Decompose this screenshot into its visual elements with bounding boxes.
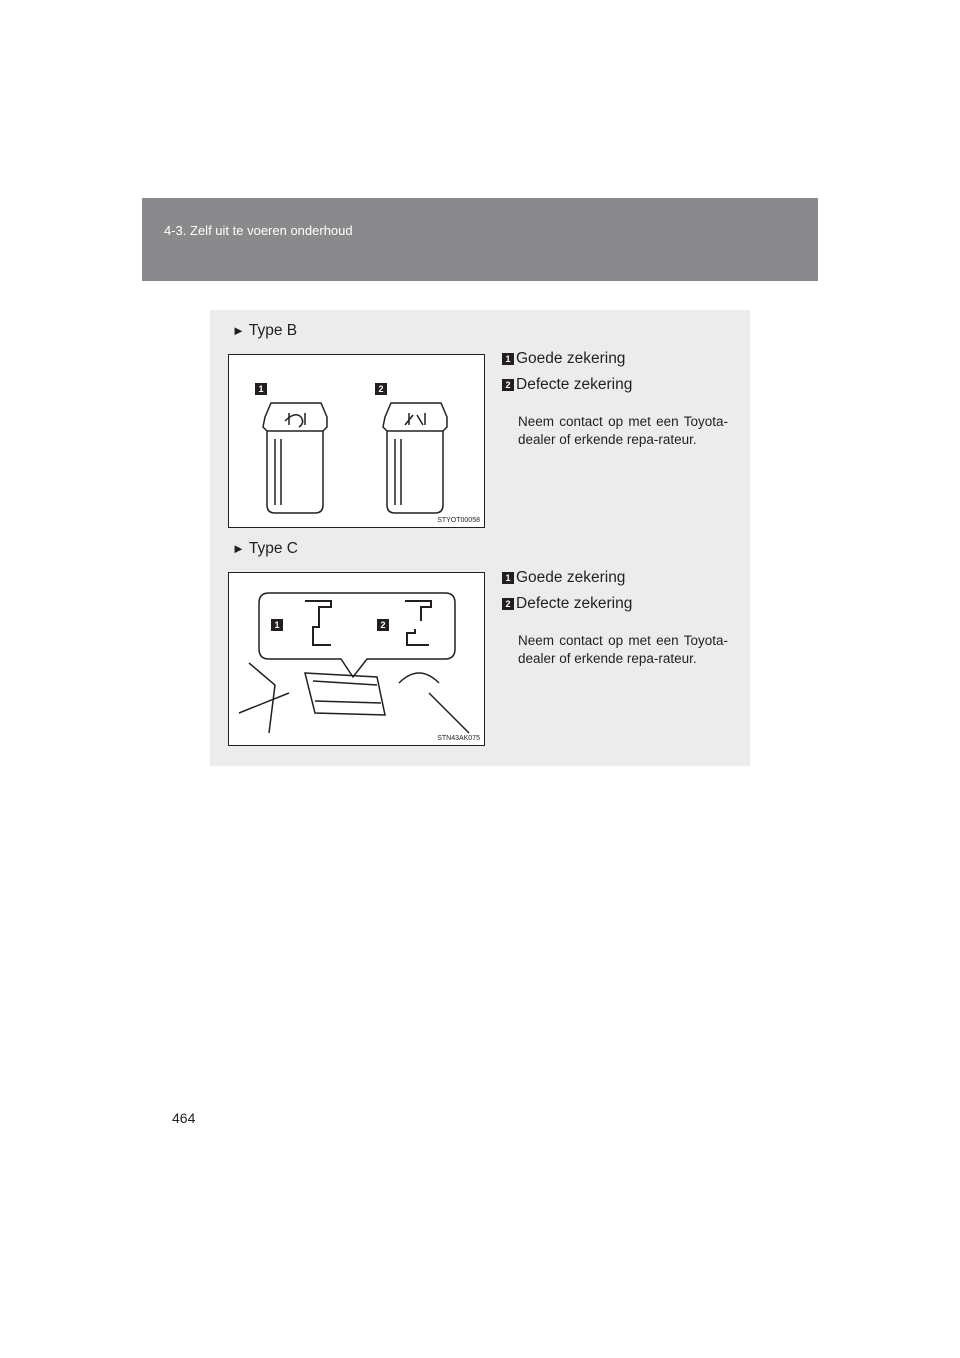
right-triangle-bullet-icon: ►	[232, 541, 245, 556]
type-b-legend	[502, 349, 728, 449]
type-b-callout-1: 1	[255, 383, 267, 395]
legend-item-blown-fuse	[502, 375, 728, 401]
section-header	[142, 198, 818, 281]
page-number: 464	[172, 1110, 196, 1126]
dealer-note: Neem contact op met een Toyota-dealer of erkende repa-rateur.	[518, 633, 728, 666]
number-badge: 2	[502, 598, 514, 610]
fuse-types-panel	[210, 310, 750, 766]
number-badge: 1	[502, 353, 514, 365]
type-c-figure	[228, 572, 485, 746]
legend-item-good-fuse	[502, 568, 728, 594]
legend-label: Goede zekering	[516, 569, 626, 586]
section-title: 4-3. Zelf uit te voeren onderhoud	[164, 223, 353, 238]
type-c-heading	[232, 540, 298, 558]
cartridge-fuse-illustration	[229, 355, 484, 527]
type-b-figure	[228, 354, 485, 528]
type-c-figure-code: STN43AK075	[437, 735, 480, 742]
right-triangle-bullet-icon: ►	[232, 323, 245, 338]
type-b-figure-code: STYOT00058	[437, 517, 480, 524]
legend-item-blown-fuse	[502, 594, 728, 620]
legend-label: Defecte zekering	[516, 376, 633, 393]
fuse-box-illustration	[229, 573, 484, 745]
legend-label: Goede zekering	[516, 350, 626, 367]
type-b-heading	[232, 322, 297, 340]
dealer-note: Neem contact op met een Toyota-dealer of erkende repa-rateur.	[518, 414, 728, 447]
number-badge: 1	[502, 572, 514, 584]
legend-item-good-fuse	[502, 349, 728, 375]
legend-label: Defecte zekering	[516, 595, 633, 612]
type-c-legend	[502, 568, 728, 668]
number-badge: 2	[502, 379, 514, 391]
type-c-callout-1: 1	[271, 619, 283, 631]
type-c-callout-2: 2	[377, 619, 389, 631]
type-b-heading-text: Type B	[248, 322, 298, 339]
type-c-heading-text: Type C	[248, 540, 298, 557]
type-b-callout-2: 2	[375, 383, 387, 395]
